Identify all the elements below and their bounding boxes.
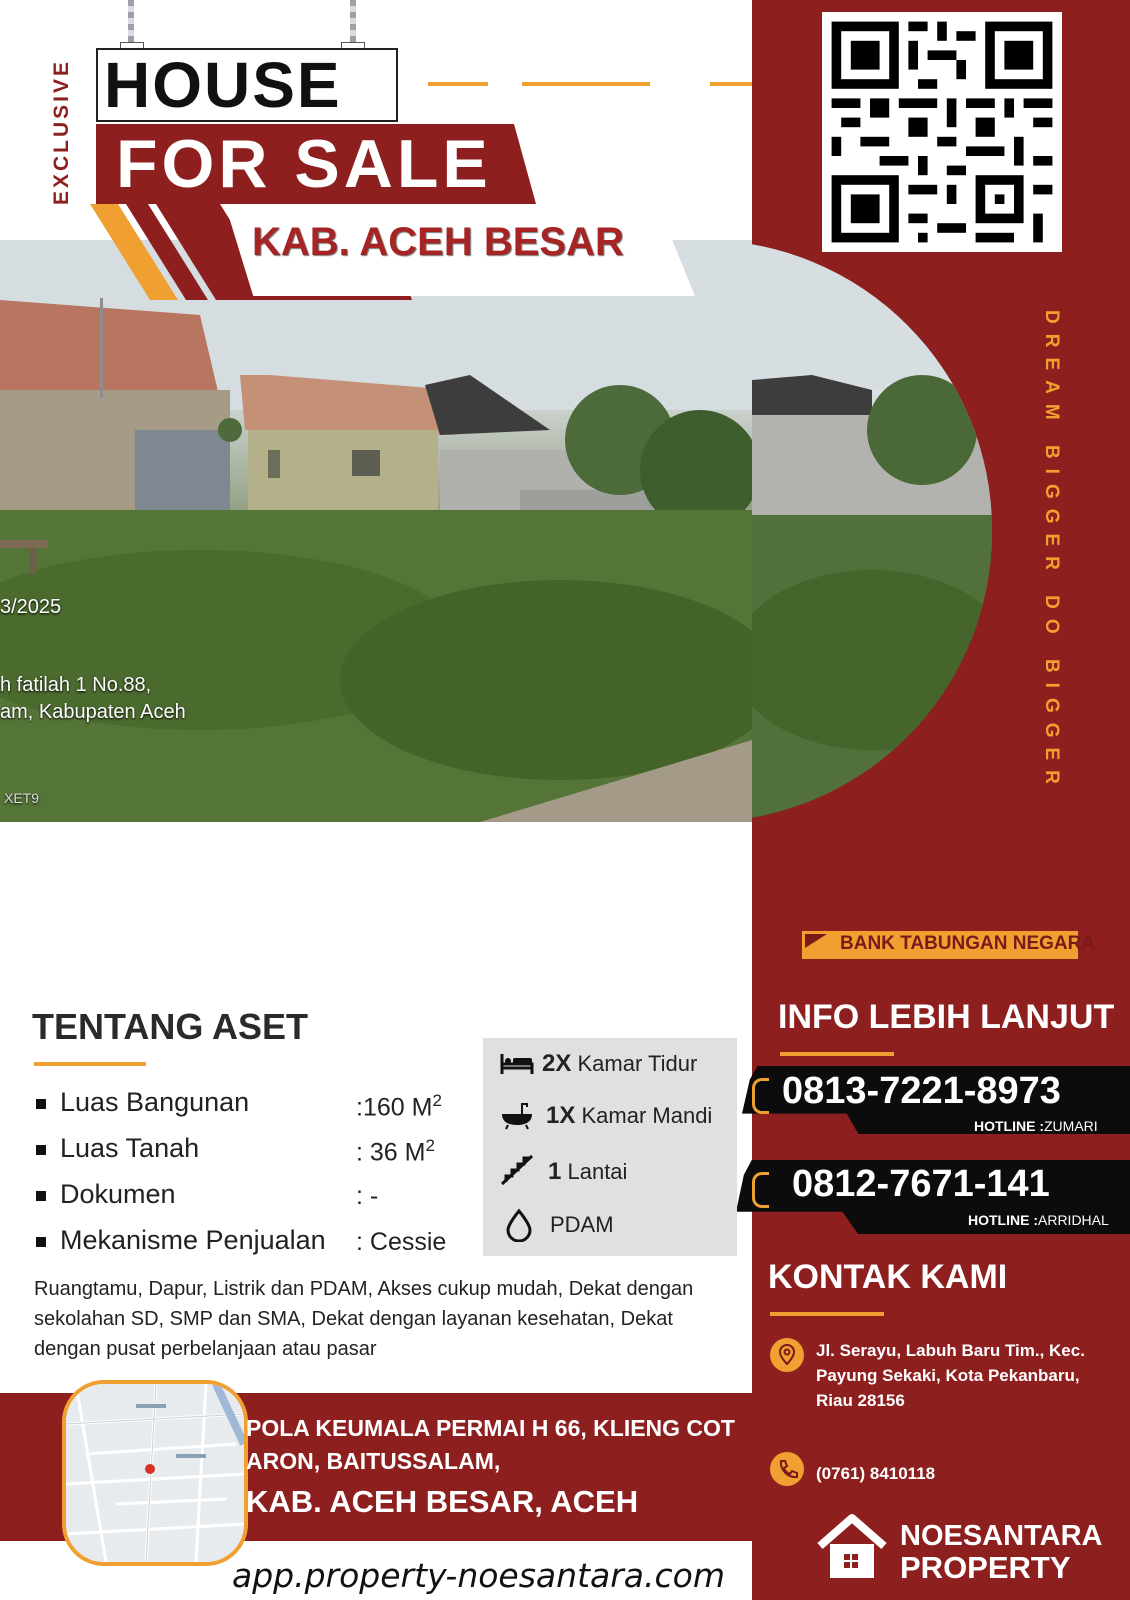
phone-icon-1 (752, 1078, 769, 1114)
qr-code[interactable] (822, 12, 1062, 252)
for-sale-heading: FOR SALE (116, 126, 492, 202)
photo-address-stamp-1: h fatilah 1 No.88, (0, 674, 152, 696)
feature-floors (548, 1158, 627, 1186)
spec-value: : - (356, 1182, 379, 1210)
contact-address: Jl. Serayu, Labuh Baru Tim., Kec. Payung Sekaki, Kota Pekanbaru, Riau 28156 (816, 1341, 1085, 1410)
hotline-2-name: ARRIDHAL (1038, 1212, 1109, 1228)
phone-icon (770, 1452, 804, 1486)
feature-water: PDAM (550, 1212, 614, 1237)
spec-label: Luas Tanah (60, 1133, 200, 1163)
feature-count: 1 (548, 1158, 562, 1185)
bathtub-icon (500, 1100, 534, 1130)
hotline-2 (968, 1212, 1109, 1228)
spec-value-sup: 2 (432, 1091, 442, 1110)
info-underline (780, 1052, 894, 1056)
decor-dash (428, 82, 488, 86)
bullet (36, 1237, 46, 1247)
office-phone[interactable]: (0761) 8410118 (816, 1464, 936, 1483)
house-heading: HOUSE (104, 49, 342, 121)
bank-name: BANK TABUNGAN NEGARA (840, 933, 1096, 954)
feature-count: 1X (546, 1102, 576, 1129)
info-heading: INFO LEBIH LANJUT (778, 998, 1115, 1036)
spec-value-text: : 36 M (356, 1138, 426, 1167)
feature-bedroom (542, 1050, 697, 1078)
contact-underline (770, 1312, 884, 1316)
property-address: POLA KEUMALA PERMAI H 66, KLIENG COT ARON, BAITUSSALAM, (246, 1415, 735, 1474)
spec-row (36, 1133, 199, 1164)
spec-label: Dokumen (60, 1179, 176, 1209)
photo-scene (0, 240, 752, 822)
decor-dash (710, 82, 752, 86)
hotline-1 (974, 1118, 1098, 1134)
hotline-1-name: ZUMARI (1044, 1118, 1098, 1134)
hanging-chain-right (350, 0, 356, 46)
spec-value: : Cessie (356, 1228, 447, 1256)
bullet (36, 1145, 46, 1155)
bank-badge-notch (805, 934, 827, 948)
feature-label: Kamar Mandi (581, 1103, 713, 1128)
spec-label: Luas Bangunan (60, 1087, 250, 1117)
house-logo-icon (814, 1512, 890, 1582)
spec-row (36, 1179, 176, 1210)
contact-heading: KONTAK KAMI (768, 1258, 1008, 1296)
spec-value (356, 1136, 435, 1167)
bed-icon (500, 1050, 534, 1078)
asset-heading: TENTANG ASET (32, 1006, 308, 1047)
spec-value-sup: 2 (425, 1136, 435, 1155)
asset-description: Ruangtamu, Dapur, Listrik dan PDAM, Akses cukup mudah, Dekat dengan sekolahan SD, SMP dan SMA, Dekat dengan layanan kesehatan, Dekat dengan pusat perbelanjaan atau pasar (34, 1278, 694, 1360)
phone-number-1[interactable]: 0813-7221-8973 (782, 1070, 1061, 1112)
photo-date-stamp: 3/2025 (0, 596, 62, 618)
water-drop-icon (504, 1208, 534, 1242)
feature-label: Kamar Tidur (577, 1051, 698, 1076)
hotline-1-label: HOTLINE : (974, 1118, 1044, 1134)
property-photo (0, 240, 752, 822)
bullet (36, 1099, 46, 1109)
stairs-icon (500, 1152, 536, 1186)
phone-icon-2 (752, 1172, 769, 1208)
qr-code-pattern (822, 12, 1062, 252)
feature-count: 2X (542, 1050, 572, 1077)
spec-value (356, 1091, 442, 1122)
property-region: KAB. ACEH BESAR, ACEH (246, 1484, 639, 1519)
location-map[interactable] (62, 1380, 248, 1566)
phone-number-2[interactable]: 0812-7671-141 (792, 1163, 1050, 1205)
website-link[interactable]: app.property-noesantara.com (232, 1556, 725, 1595)
asset-underline (34, 1062, 146, 1066)
hanging-chain-left (128, 0, 134, 46)
spec-label: Mekanisme Penjualan (60, 1225, 326, 1255)
location-pin-icon (770, 1338, 804, 1372)
logo-line-2: PROPERTY (900, 1550, 1071, 1585)
photo-code-stamp: XET9 (4, 790, 40, 806)
spec-value-text: :160 M (356, 1093, 433, 1122)
spec-row (36, 1087, 249, 1118)
logo-line-1: NOESANTARA (900, 1520, 1103, 1552)
bullet (36, 1191, 46, 1201)
decor-dash (522, 82, 650, 86)
company-logo-text (900, 1520, 1102, 1584)
slogan-vertical: DREAM BIGGER DO BIGGER (1041, 310, 1062, 794)
hotline-2-label: HOTLINE : (968, 1212, 1038, 1228)
exclusive-label: EXCLUSIVE (50, 58, 73, 205)
feature-bathroom (546, 1102, 712, 1130)
map-graphic (66, 1384, 244, 1562)
region-heading: KAB. ACEH BESAR (252, 220, 624, 264)
photo-address-stamp-2: am, Kabupaten Aceh (0, 701, 186, 723)
spec-row (36, 1225, 326, 1256)
feature-label: Lantai (567, 1159, 628, 1184)
property-photo-circle (752, 240, 994, 822)
